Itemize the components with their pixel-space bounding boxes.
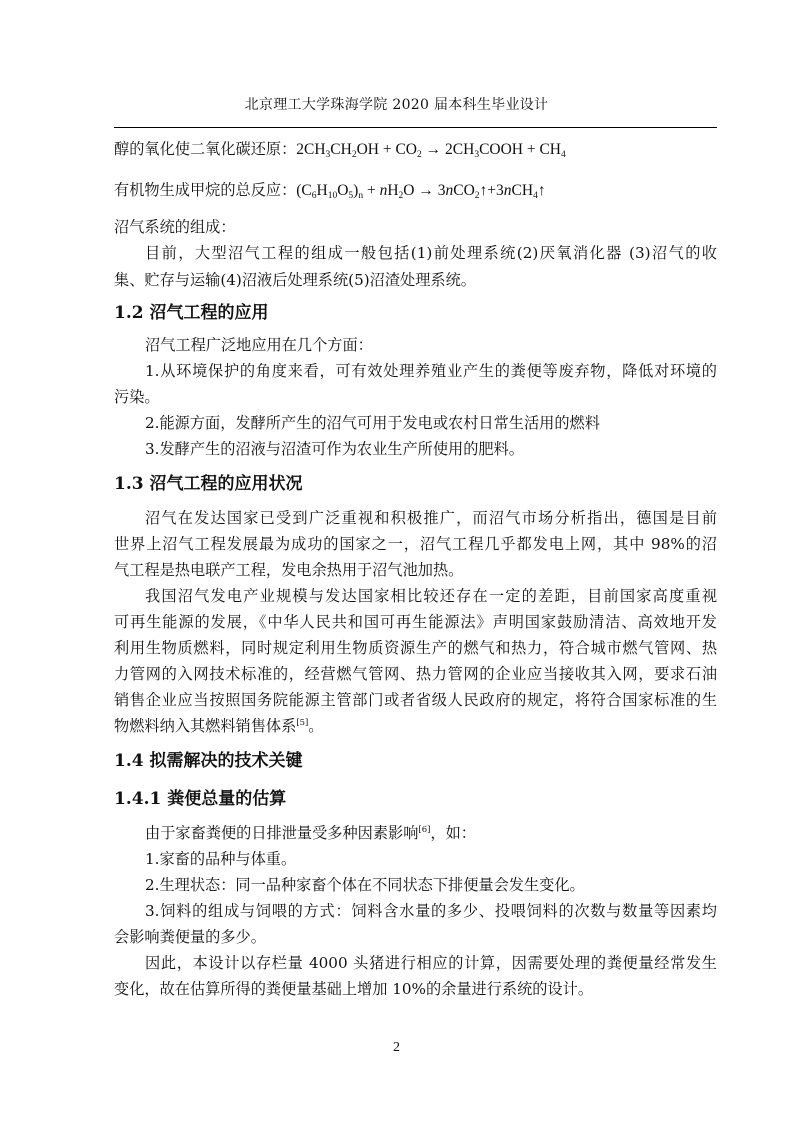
- section-heading-1-3: 1.3 沼气工程的应用状况: [114, 474, 303, 494]
- list-item: 2.生理状态：同一品种家畜个体在不同状态下排便量会发生变化。: [145, 876, 585, 894]
- section-heading-1-4: 1.4 拟需解决的技术关键: [114, 751, 303, 771]
- paragraph-line: 可再生能源的发展，《中华人民共和国可再生能源法》声明国家鼓励清洁、高效地开发: [114, 613, 717, 631]
- paragraph-line: 变化，故在估算所得的粪便量基础上增加 10%的余量进行系统的设计。: [114, 980, 594, 998]
- page-number: 2: [393, 1040, 400, 1055]
- paragraph-line: 由于家畜粪便的日排泄量受多种因素影响[6]，如：: [145, 824, 476, 842]
- header-rule: [114, 127, 717, 128]
- equation-label: 有机物生成甲烷的总反应：: [114, 181, 297, 199]
- list-item: 2.能源方面，发酵所产生的沼气可用于发电或农村日常生活用的燃料: [145, 414, 600, 432]
- equation-label: 醇的氧化使二氧化碳还原：: [114, 140, 297, 158]
- paragraph-line: 沼气在发达国家已受到广泛重视和积极推广，而沼气市场分析指出，德国是目前: [145, 509, 717, 527]
- paragraph-line: 目前，大型沼气工程的组成一般包括(1)前处理系统(2)厌氧消化器 (3)沼气的收: [145, 244, 717, 262]
- paragraph-line: 我国沼气发电产业规模与发达国家相比较还存在一定的差距，目前国家高度重视: [145, 587, 717, 605]
- section-heading-1-4-1: 1.4.1 粪便总量的估算: [114, 789, 287, 809]
- composition-label: 沼气系统的组成：: [114, 218, 236, 236]
- list-item: 1.从环境保护的角度来看，可有效处理养殖业产生的粪便等废弃物，降低对环境的: [145, 362, 717, 380]
- paragraph-line: 利用生物质燃料，同时规定利用生物质资源生产的燃气和热力，符合城市燃气管网、热: [114, 639, 717, 657]
- equation-formula: $(C_6H_{10}O_5)_n + nH_2O$ → 3nCO$_2$↑+3nCH$_4$↑: [296, 182, 546, 201]
- equation-methane-total: [114, 180, 717, 201]
- equation-ethanol-reduction: [114, 139, 717, 160]
- equation-formula: $2CH_3CH_2OH + CO_2$ → $2CH_3COOH + CH_4$: [296, 141, 566, 160]
- paragraph-line: 沼气工程广泛地应用在几个方面：: [145, 336, 373, 354]
- paragraph-line: 物燃料纳入其燃料销售体系[5]。: [114, 717, 324, 735]
- paragraph-line: 世界上沼气工程发展最为成功的国家之一，沼气工程几乎都发电上网，其中 98%的沼: [114, 535, 717, 553]
- list-item-continuation: 污染。: [114, 388, 160, 406]
- citation-6[interactable]: [6]: [418, 825, 431, 835]
- list-item: 1.家畜的品种与体重。: [145, 850, 297, 868]
- list-item-continuation: 会影响粪便量的多少。: [114, 928, 266, 946]
- paragraph-line: 因此，本设计以存栏量 4000 头猪进行相应的计算，因需要处理的粪便量经常发生: [145, 954, 717, 972]
- page-header: 北京理工大学珠海学院 2020 届本科生毕业设计: [244, 97, 549, 113]
- paragraph-line: 集、贮存与运输(4)沼液后处理系统(5)沼渣处理系统。: [114, 271, 476, 289]
- paragraph-line: 力管网的入网技术标准的，经营燃气管网、热力管网的企业应当接收其入网，要求石油: [114, 665, 717, 683]
- list-item: 3.发酵产生的沼液与沼渣可作为农业生产所使用的肥料。: [145, 440, 524, 458]
- paragraph-line: 气工程是热电联产工程，发电余热用于沼气池加热。: [114, 561, 464, 579]
- list-item: 3.饲料的组成与饲喂的方式：饲料含水量的多少、投喂饲料的次数与数量等因素均: [145, 902, 717, 920]
- paragraph-line: 销售企业应当按照国务院能源主管部门或者省级人民政府的规定，将符合国家标准的生: [114, 691, 717, 709]
- section-heading-1-2: 1.2 沼气工程的应用: [114, 303, 269, 323]
- citation-5[interactable]: [5]: [296, 718, 309, 728]
